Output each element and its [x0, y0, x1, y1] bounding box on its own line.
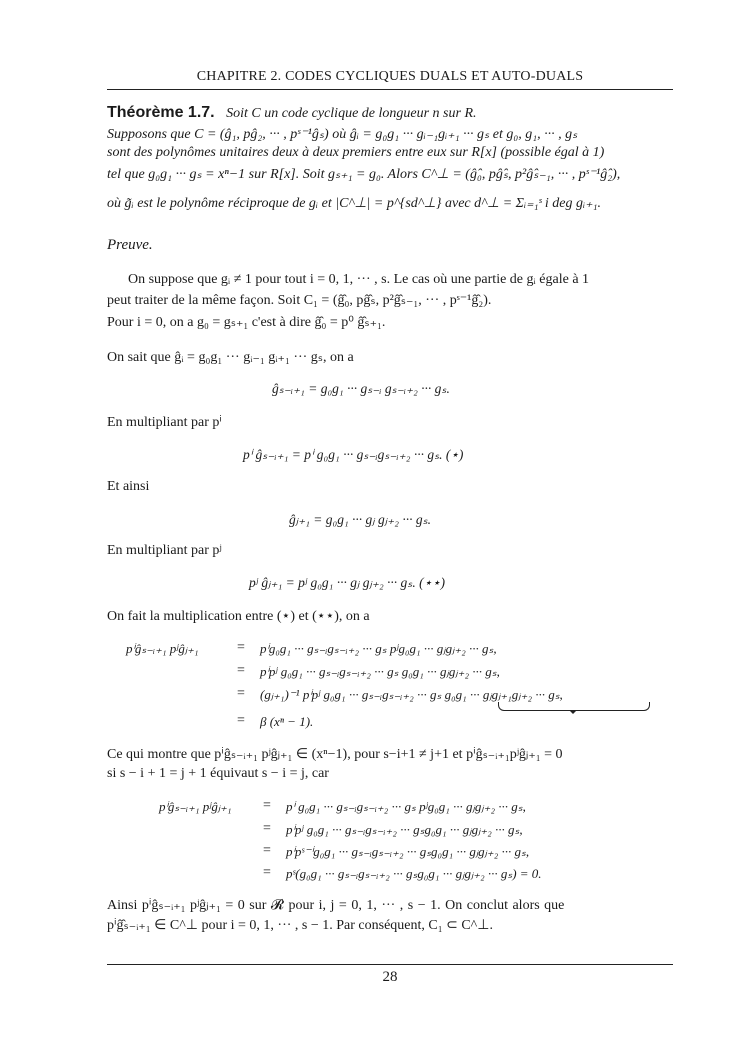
- proof-paragraph-8-line-2: pⁱĝ̂ₛ₋ᵢ₊₁ ∈ C^⊥ pour i = 0, 1, ··· , s − 1. Par conséquent, C₁ ⊂ C^⊥.: [107, 918, 493, 933]
- proof-paragraph-1-line-3: Pour i = 0, on a g₀ = gₛ₊₁ c'est à dire ĝ̂₀ = p⁰ ĝ̂ₛ₊₁.: [107, 315, 386, 330]
- underbrace-tip: [569, 710, 577, 714]
- align-1-rel-2: =: [237, 663, 245, 678]
- equation-3: ĝⱼ₊₁ = g₀g₁ ··· gⱼ gⱼ₊₂ ··· gₛ.: [289, 512, 432, 527]
- align-1-row-1: pⁱg₀g₁ ··· gₛ₋ᵢgₛ₋ᵢ₊₂ ··· gₛ pʲg₀g₁ ··· gⱼgⱼ₊₂ ··· gₛ,: [260, 641, 497, 656]
- theorem-line-3: sont des polynômes unitaires deux à deux premiers entre eux sur R[x] (possible égal à 1): [107, 145, 605, 160]
- align-2-rel-4: =: [263, 865, 271, 880]
- proof-paragraph-6: On fait la multiplication entre (⋆) et (⋆⋆), on a: [107, 609, 370, 624]
- theorem-line-1: [107, 104, 477, 122]
- equation-1: ĝₛ₋ᵢ₊₁ = g₀g₁ ··· gₛ₋ᵢ gₛ₋ᵢ₊₂ ··· gₛ.: [272, 381, 450, 396]
- align-1-rel-3: =: [237, 686, 245, 701]
- proof-paragraph-4: Et ainsi: [107, 479, 150, 494]
- align-1-row-2: pⁱpʲ g₀g₁ ··· gₛ₋ᵢgₛ₋ᵢ₊₂ ··· gₛ g₀g₁ ··· gⱼgⱼ₊₂ ··· gₛ,: [260, 664, 500, 679]
- footer-rule: [107, 964, 673, 965]
- theorem-label: Théorème 1.7.: [107, 104, 215, 121]
- align-2-lhs: pⁱĝₛ₋ᵢ₊₁ pʲĝⱼ₊₁: [159, 799, 232, 814]
- align-1-row-4: β (xⁿ − 1).: [260, 714, 314, 729]
- align-2-row-3: pⁱpˢ⁻ⁱg₀g₁ ··· gₛ₋ᵢgₛ₋ᵢ₊₂ ··· gₛg₀g₁ ··· gⱼgⱼ₊₂ ··· gₛ,: [286, 844, 530, 859]
- proof-paragraph-1-line-1: On suppose que gᵢ ≠ 1 pour tout i = 0, 1, ··· , s. Le cas où une partie de gᵢ égale à 1: [128, 272, 590, 287]
- align-2-rel-2: =: [263, 821, 271, 836]
- theorem-line-2: Supposons que C = (ĝ₁, pĝ₂, ··· , pˢ⁻¹ĝₛ) où ĝᵢ = g₀g₁ ··· gᵢ₋₁gᵢ₊₁ ··· gₛ et g₀, g₁, ··· , gₛ: [107, 127, 578, 142]
- proof-label: Preuve.: [107, 237, 153, 253]
- proof-paragraph-2: On sait que ĝᵢ = g₀g₁ ··· gᵢ₋₁ gᵢ₊₁ ··· gₛ, on a: [107, 350, 354, 365]
- proof-paragraph-5: En multipliant par pʲ: [107, 543, 222, 558]
- proof-paragraph-1-line-2: peut traiter de la même façon. Soit C₁ = (ĝ̂₀, pĝ̂ₛ, p²ĝ̂ₛ₋₁, ··· , pˢ⁻¹ĝ̂₂).: [107, 293, 492, 308]
- align-2-rel-1: =: [263, 798, 271, 813]
- align-2-row-4: pˢ(g₀g₁ ··· gₛ₋ᵢgₛ₋ᵢ₊₂ ··· gₛg₀g₁ ··· gⱼgⱼ₊₂ ··· gₛ) = 0.: [286, 866, 542, 881]
- align-1-rel-4: =: [237, 713, 245, 728]
- proof-paragraph-3: En multipliant par pⁱ: [107, 415, 222, 430]
- header-rule: [107, 89, 673, 90]
- align-2-rel-3: =: [263, 843, 271, 858]
- align-1-lhs: pⁱĝₛ₋ᵢ₊₁ pʲĝⱼ₊₁: [126, 641, 199, 656]
- proof-paragraph-7-line-2: si s − i + 1 = j + 1 équivaut s − i = j, car: [107, 766, 329, 781]
- align-1-row-3: (gⱼ₊₁)⁻¹ pⁱpʲ g₀g₁ ··· gₛ₋ᵢgₛ₋ᵢ₊₂ ··· gₛ g₀g₁ ··· gⱼgⱼ₊₁gⱼ₊₂ ··· gₛ,: [260, 687, 563, 702]
- page-number: 28: [382, 969, 398, 985]
- align-2-row-1: pⁱ g₀g₁ ··· gₛ₋ᵢgₛ₋ᵢ₊₂ ··· gₛ pʲg₀g₁ ··· gⱼgⱼ₊₂ ··· gₛ,: [286, 799, 526, 814]
- running-header: CHAPITRE 2. CODES CYCLIQUES DUALS ET AUTO-DUALS: [196, 69, 584, 84]
- equation-4: pʲ ĝⱼ₊₁ = pʲ g₀g₁ ··· gⱼ gⱼ₊₂ ··· gₛ. (⋆⋆): [249, 575, 445, 590]
- align-1-rel-1: =: [237, 640, 245, 655]
- proof-paragraph-8-line-1: Ainsi pⁱĝₛ₋ᵢ₊₁ pʲĝⱼ₊₁ = 0 sur 𝓡 pour i, j = 0, 1, ··· , s − 1. On conclut alors que: [107, 898, 565, 913]
- theorem-line-5: où g̃ᵢ est le polynôme réciproque de gᵢ et |C^⊥| = p^{sd^⊥} avec d^⊥ = Σᵢ₌₁ˢ i deg gᵢ₊₁.: [107, 196, 601, 211]
- theorem-statement-start: Soit C un code cyclique de longueur n sur R.: [226, 106, 477, 121]
- proof-paragraph-7-line-1: Ce qui montre que pⁱĝₛ₋ᵢ₊₁ pʲĝⱼ₊₁ ∈ (xⁿ−1), pour s−i+1 ≠ j+1 et pⁱĝₛ₋ᵢ₊₁pʲĝⱼ₊₁ = 0: [107, 747, 563, 762]
- equation-2: pⁱ ĝₛ₋ᵢ₊₁ = pⁱ g₀g₁ ··· gₛ₋ᵢgₛ₋ᵢ₊₂ ··· gₛ. (⋆): [243, 447, 464, 462]
- align-2-row-2: pⁱpʲ g₀g₁ ··· gₛ₋ᵢgₛ₋ᵢ₊₂ ··· gₛg₀g₁ ··· gⱼgⱼ₊₂ ··· gₛ,: [286, 822, 523, 837]
- theorem-line-4: tel que g₀g₁ ··· gₛ = xⁿ−1 sur R[x]. Soit gₛ₊₁ = g₀. Alors C^⊥ = (ĝ̂₀, pĝ̂ₛ, p²ĝ̂ₛ₋₁, ··· , pˢ⁻¹ĝ̂₂),: [107, 167, 621, 182]
